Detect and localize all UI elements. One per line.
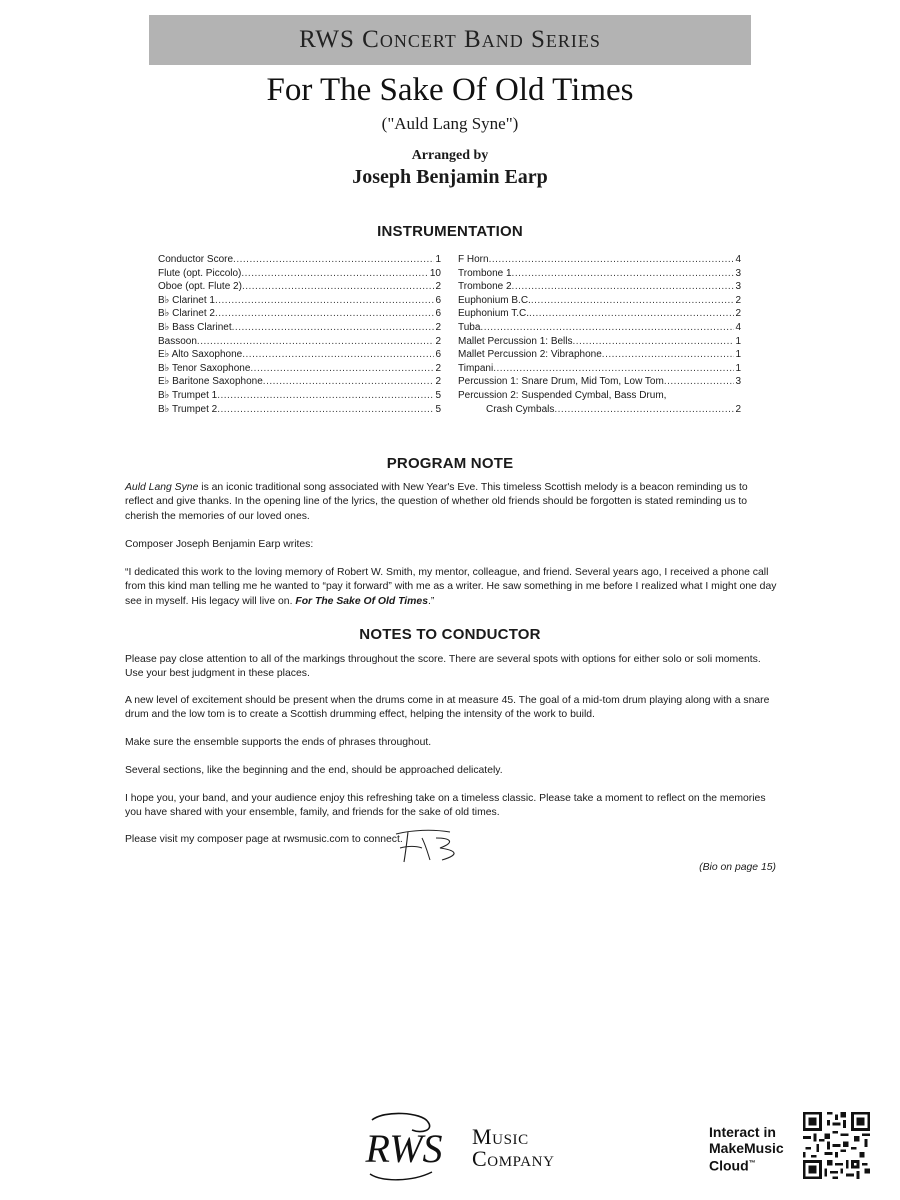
instrument-count: 5 [435, 403, 441, 415]
instrument-row [458, 253, 741, 267]
bio-reference: (Bio on page 15) [699, 862, 776, 873]
instrument-count: 4 [735, 254, 741, 265]
instrument-row [158, 362, 441, 376]
instrument-count: 1 [735, 349, 741, 361]
instrument-row [458, 321, 741, 335]
instrument-row [458, 348, 741, 362]
piece-subtitle: ("Auld Lang Syne") [381, 114, 519, 133]
program-note-heading: PROGRAM NOTE [386, 455, 514, 472]
instrument-row [158, 335, 441, 349]
instrument-row [458, 280, 741, 294]
instrument-name: Oboe (opt. Flute 2) [158, 281, 242, 293]
instrument-row [158, 280, 441, 294]
instrument-count: 1 [435, 254, 441, 265]
instrument-row [458, 267, 741, 281]
song-title-italic: Auld Lang Syne [125, 482, 199, 493]
instrument-count: 4 [735, 321, 741, 333]
instrument-name: Trombone 2 [458, 281, 512, 293]
instrument-row [458, 294, 741, 308]
conductor-note: I hope you, your band, and your audience enjoy this refreshing take on a timeless classic. Please take a moment to reflect on the memories you have shared with your ensemble, family, and friends for the sake of old times. [125, 793, 766, 819]
instrument-name: B♭ Trumpet 2 [158, 403, 218, 415]
notes-to-conductor-heading: NOTES TO CONDUCTOR [359, 626, 541, 643]
instrument-row [158, 307, 441, 321]
instrument-name: Trombone 1 [458, 267, 512, 279]
instrument-row-continued [458, 403, 741, 417]
instrumentation-heading: INSTRUMENTATION [377, 223, 523, 240]
instrument-name: F Horn [458, 254, 489, 265]
rws-logo-text: RWS [365, 1126, 443, 1171]
instrument-count: 3 [735, 281, 741, 293]
instrument-count: 6 [435, 294, 441, 306]
instrument-name: B♭ Trumpet 1 [158, 389, 218, 401]
arranger-name: Joseph Benjamin Earp [352, 166, 548, 188]
piece-title-reference: For The Sake Of Old Times [295, 595, 428, 607]
instrument-row [158, 321, 441, 335]
program-note-intro: Composer Joseph Benjamin Earp writes: [125, 539, 314, 550]
rws-logo-icon [352, 1112, 457, 1182]
composer-signature-icon [392, 826, 468, 866]
instrument-count: 2 [435, 362, 441, 374]
instrumentation-list-left [158, 253, 441, 416]
instrument-count: 2 [735, 294, 741, 306]
instrument-name: Euphonium B.C. [458, 294, 531, 306]
program-note-paragraph: Auld Lang Syne is an iconic traditional song associated with New Year's Eve. This timeless Scottish melody is a beacon reminding us to reflect and give thanks. In the opening line of the lyrics, the question of whether old friends should be forgotten is stated reminding us to cherish the memories of our loved ones. [125, 482, 748, 522]
instrument-count: 5 [435, 389, 441, 401]
instrument-count: 2 [735, 308, 741, 320]
instrument-count: 2 [435, 376, 441, 388]
piece-title: For The Sake Of Old Times [266, 72, 634, 108]
instrument-name: B♭ Clarinet 2 [158, 308, 215, 320]
instrument-row [158, 389, 441, 403]
series-banner [149, 15, 751, 65]
conductor-note-visit: Please visit my composer page at rwsmusic.com to connect. [125, 834, 403, 845]
instrument-name: Mallet Percussion 2: Vibraphone [458, 349, 602, 361]
instrument-name: E♭ Alto Saxophone [158, 349, 243, 361]
instrument-row [458, 375, 741, 389]
instrument-name: Tuba [458, 321, 481, 333]
instrument-count: 1 [735, 362, 741, 374]
instrument-name: B♭ Clarinet 1 [158, 294, 215, 306]
instrument-row [458, 389, 741, 403]
instrument-row [158, 348, 441, 362]
instrument-count: 3 [735, 267, 741, 279]
instrument-name: Euphonium T.C. [458, 308, 529, 320]
instrument-name: Mallet Percussion 1: Bells [458, 335, 573, 347]
instrument-count: 1 [735, 335, 741, 347]
series-title: RWS Concert Band Series [299, 26, 601, 53]
instrument-row [158, 375, 441, 389]
instrument-name: E♭ Baritone Saxophone [158, 376, 263, 388]
instrument-count: 2 [435, 281, 441, 293]
instrument-count: 2 [435, 335, 441, 347]
instrument-name: Conductor Score [158, 254, 234, 265]
composer-quote: “I dedicated this work to the loving memory of Robert W. Smith, my mentor, colleague, and friend. Several years ago, I received a phone call from this kind man telling me he wanted to “pay it forward” with me as a writer. He saw something in me before I realized what I might one day see in myself. His legacy will live on. For The Sake Of Old Times.” [125, 567, 777, 607]
instrument-name: Percussion 1: Snare Drum, Mid Tom, Low Tom [458, 376, 664, 388]
instrument-name: Timpani [458, 362, 494, 374]
company-line-1: Music [472, 1124, 529, 1149]
instrument-count: 2 [435, 321, 441, 333]
arranged-by-label: Arranged by [411, 148, 489, 163]
instrument-count: 2 [735, 403, 741, 415]
instrument-row [158, 294, 441, 308]
instrument-name: B♭ Bass Clarinet [158, 321, 232, 333]
music-company-wordmark [472, 1126, 555, 1170]
instrument-row [458, 362, 741, 376]
conductor-note: Several sections, like the beginning and the end, should be approached delicately. [125, 765, 503, 776]
instrument-row [158, 267, 441, 281]
instrument-row [158, 253, 441, 267]
instrument-name-continued: Crash Cymbals [486, 403, 555, 415]
instrument-name: Percussion 2: Suspended Cymbal, Bass Drum, [458, 389, 667, 401]
instrument-row [158, 403, 441, 417]
instrument-count: 6 [435, 349, 441, 361]
instrument-row [458, 335, 741, 349]
conductor-note: A new level of excitement should be present when the drums come in at measure 45. The goal of a mid-tom drum playing along with a snare drum and the low tom is to create a Scottish drumming effect, helping the intensity of the work to build. [125, 695, 770, 721]
instrument-name: B♭ Tenor Saxophone [158, 362, 251, 374]
conductor-note: Make sure the ensemble supports the ends of phrases throughout. [125, 737, 432, 748]
qr-code-icon[interactable] [803, 1112, 870, 1179]
makemusic-cloud-callout: Interact in MakeMusic Cloud™ [709, 1124, 784, 1174]
instrumentation-list-right [458, 253, 741, 416]
instrument-count: 10 [429, 267, 441, 279]
company-line-2: Company [472, 1146, 555, 1171]
instrument-row [458, 307, 741, 321]
instrument-name: Bassoon [158, 335, 197, 347]
conductor-note: Please pay close attention to all of the markings throughout the score. There are several spots with options for either solo or soli moments. Use your best judgment in these places. [125, 654, 761, 680]
instrument-count: 3 [735, 376, 741, 388]
instrument-name: Flute (opt. Piccolo) [158, 267, 242, 279]
instrument-count: 6 [435, 308, 441, 320]
